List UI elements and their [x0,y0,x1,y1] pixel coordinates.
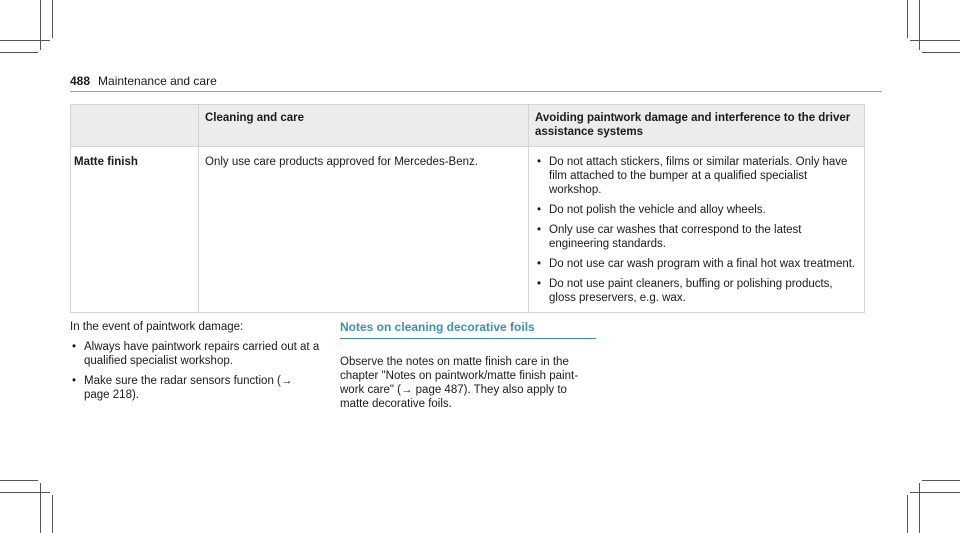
care-table [70,104,865,313]
paint-damage-intro: In the event of paintwork damage: [70,321,244,333]
crop-mark [910,492,960,493]
page-header [70,74,217,88]
decorative-foils-section [340,320,596,411]
paint-damage-list [70,340,320,402]
row-label: Matte finish [71,147,199,313]
section-title: Maintenance and care [98,74,217,88]
avoiding-cell [529,147,865,313]
crop-mark [0,52,38,53]
list-item: • Do not use car wash program with a final hot wax treatment. [535,257,858,271]
list-item: • Always have paintwork repairs carried out at a qualified specialist workshop. [70,340,320,368]
header-divider [70,91,882,92]
cleaning-cell: Only use care products approved for Mercedes-Benz. [199,147,529,313]
column-header: Cleaning and care [199,105,529,147]
crop-mark [52,0,53,38]
column-header [71,105,199,147]
crop-mark [922,480,960,481]
list-item: • Do not polish the vehicle and alloy wheels. [535,203,858,217]
avoiding-list [535,155,858,305]
crop-mark [907,0,908,38]
list-item: • Make sure the radar sensors function (→ page 218). [70,374,320,402]
crop-mark [0,492,50,493]
crop-mark [907,495,908,533]
list-item: • Do not attach stickers, films or similar materials. Only have film attached to the bumper at a qualified specialist workshop. [535,155,858,197]
crop-mark [52,495,53,533]
crop-mark [0,40,50,41]
list-item: • Only use car washes that correspond to the latest engineering standards. [535,223,858,251]
crop-mark [40,483,41,533]
crop-mark [922,52,960,53]
crop-mark [910,40,960,41]
table-header-row [71,105,865,147]
list-item: • Do not use paint cleaners, buffing or polishing products, gloss preservers, e.g. wax. [535,277,858,305]
table-row [71,147,865,313]
section-body: Observe the notes on matte finish care in the chapter "Notes on paintwork/matte finish paint-work care" (→ page 487). They also apply to matte decorative foils. [340,356,579,410]
paint-damage-section [70,320,320,408]
section-heading: Notes on cleaning decorative foils [340,320,596,339]
crop-mark [0,480,38,481]
column-header: Avoiding paintwork damage and interference to the driver assistance systems [529,105,865,147]
crop-mark [919,483,920,533]
crop-mark [40,0,41,50]
crop-mark [919,0,920,50]
page-number: 488 [70,74,91,88]
